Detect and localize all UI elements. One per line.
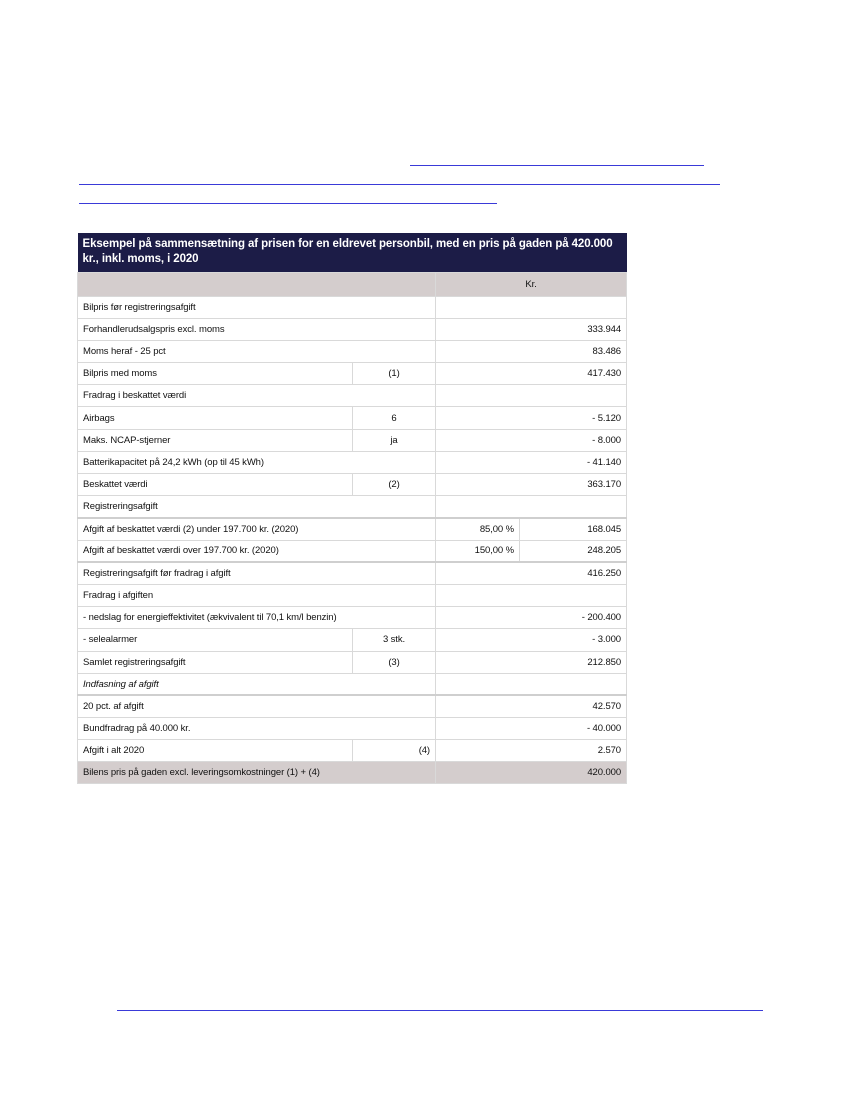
- row-label: Afgift af beskattet værdi over 197.700 kr. (2020): [78, 540, 436, 562]
- table-row: [78, 718, 627, 740]
- row-value: - 3.000: [436, 629, 627, 651]
- row-rate: 85,00 %: [436, 518, 520, 540]
- table-row: [78, 740, 627, 762]
- table-header-row: [78, 272, 627, 296]
- table-row: [78, 695, 627, 717]
- row-label: Bundfradrag på 40.000 kr.: [78, 718, 436, 740]
- table-row: [78, 540, 627, 562]
- row-value: 333.944: [436, 318, 627, 340]
- table-row: [78, 385, 627, 407]
- row-label: Airbags: [78, 407, 353, 429]
- row-note: (1): [353, 363, 436, 385]
- table-row: [78, 429, 627, 451]
- row-label: Fradrag i afgiften: [78, 584, 436, 606]
- row-label: Samlet registreringsafgift: [78, 651, 353, 673]
- table-caption-row: [78, 233, 627, 272]
- price-composition-table: [77, 233, 627, 784]
- row-label: Bilpris før registreringsafgift: [78, 296, 436, 318]
- row-label: Bilens pris på gaden excl. leveringsomkostninger (1) + (4): [78, 762, 436, 784]
- table-row: [78, 296, 627, 318]
- table-row: [78, 651, 627, 673]
- row-value: - 8.000: [436, 429, 627, 451]
- row-label: Afgift i alt 2020: [78, 740, 353, 762]
- row-label: - selealarmer: [78, 629, 353, 651]
- row-label: Batterikapacitet på 24,2 kWh (op til 45 kWh): [78, 451, 436, 473]
- row-value: 42.570: [436, 695, 627, 717]
- row-value: 2.570: [436, 740, 627, 762]
- table-row: [78, 318, 627, 340]
- row-note: ja: [353, 429, 436, 451]
- table-row: [78, 496, 627, 518]
- link-underline[interactable]: [410, 165, 704, 166]
- table-row: [78, 562, 627, 584]
- row-label: Registreringsafgift: [78, 496, 436, 518]
- row-value: - 200.400: [436, 607, 627, 629]
- row-value: 363.170: [436, 474, 627, 496]
- row-value: - 40.000: [436, 718, 627, 740]
- row-label: Forhandlerudsalgspris excl. moms: [78, 318, 436, 340]
- table-footer-row: [78, 762, 627, 784]
- table-row: [78, 629, 627, 651]
- table-row: [78, 607, 627, 629]
- row-note: (3): [353, 651, 436, 673]
- row-value: - 5.120: [436, 407, 627, 429]
- row-value: 248.205: [520, 540, 627, 562]
- row-label: Bilpris med moms: [78, 363, 353, 385]
- row-label: Beskattet værdi: [78, 474, 353, 496]
- row-note: (4): [353, 740, 436, 762]
- link-underline[interactable]: [79, 184, 720, 185]
- table-row: [78, 673, 627, 695]
- row-label: Indfasning af afgift: [78, 673, 436, 695]
- row-label: 20 pct. af afgift: [78, 695, 436, 717]
- table-row: [78, 474, 627, 496]
- row-label: Fradrag i beskattet værdi: [78, 385, 436, 407]
- row-label: Registreringsafgift før fradrag i afgift: [78, 562, 436, 584]
- row-value: 168.045: [520, 518, 627, 540]
- table-row: [78, 518, 627, 540]
- table-caption: Eksempel på sammensætning af prisen for en eldrevet personbil, med en pris på gaden på 420.000 kr., inkl. moms, i 2020: [78, 233, 627, 272]
- row-value: 417.430: [436, 363, 627, 385]
- row-value: 416.250: [436, 562, 627, 584]
- row-note: (2): [353, 474, 436, 496]
- table-row: [78, 451, 627, 473]
- table-row: [78, 407, 627, 429]
- table-row: [78, 340, 627, 362]
- link-underline[interactable]: [117, 1010, 763, 1011]
- link-underline[interactable]: [79, 203, 497, 204]
- table-row: [78, 363, 627, 385]
- row-label: Maks. NCAP-stjerner: [78, 429, 353, 451]
- row-label: Afgift af beskattet værdi (2) under 197.700 kr. (2020): [78, 518, 436, 540]
- row-label: - nedslag for energieffektivitet (ækvivalent til 70,1 km/l benzin): [78, 607, 436, 629]
- row-rate: 150,00 %: [436, 540, 520, 562]
- row-value: 420.000: [436, 762, 627, 784]
- row-value: - 41.140: [436, 451, 627, 473]
- row-note: 3 stk.: [353, 629, 436, 651]
- column-header-kr: Kr.: [436, 272, 627, 296]
- row-value: 212.850: [436, 651, 627, 673]
- table-row: [78, 584, 627, 606]
- row-label: Moms heraf - 25 pct: [78, 340, 436, 362]
- row-value: 83.486: [436, 340, 627, 362]
- row-note: 6: [353, 407, 436, 429]
